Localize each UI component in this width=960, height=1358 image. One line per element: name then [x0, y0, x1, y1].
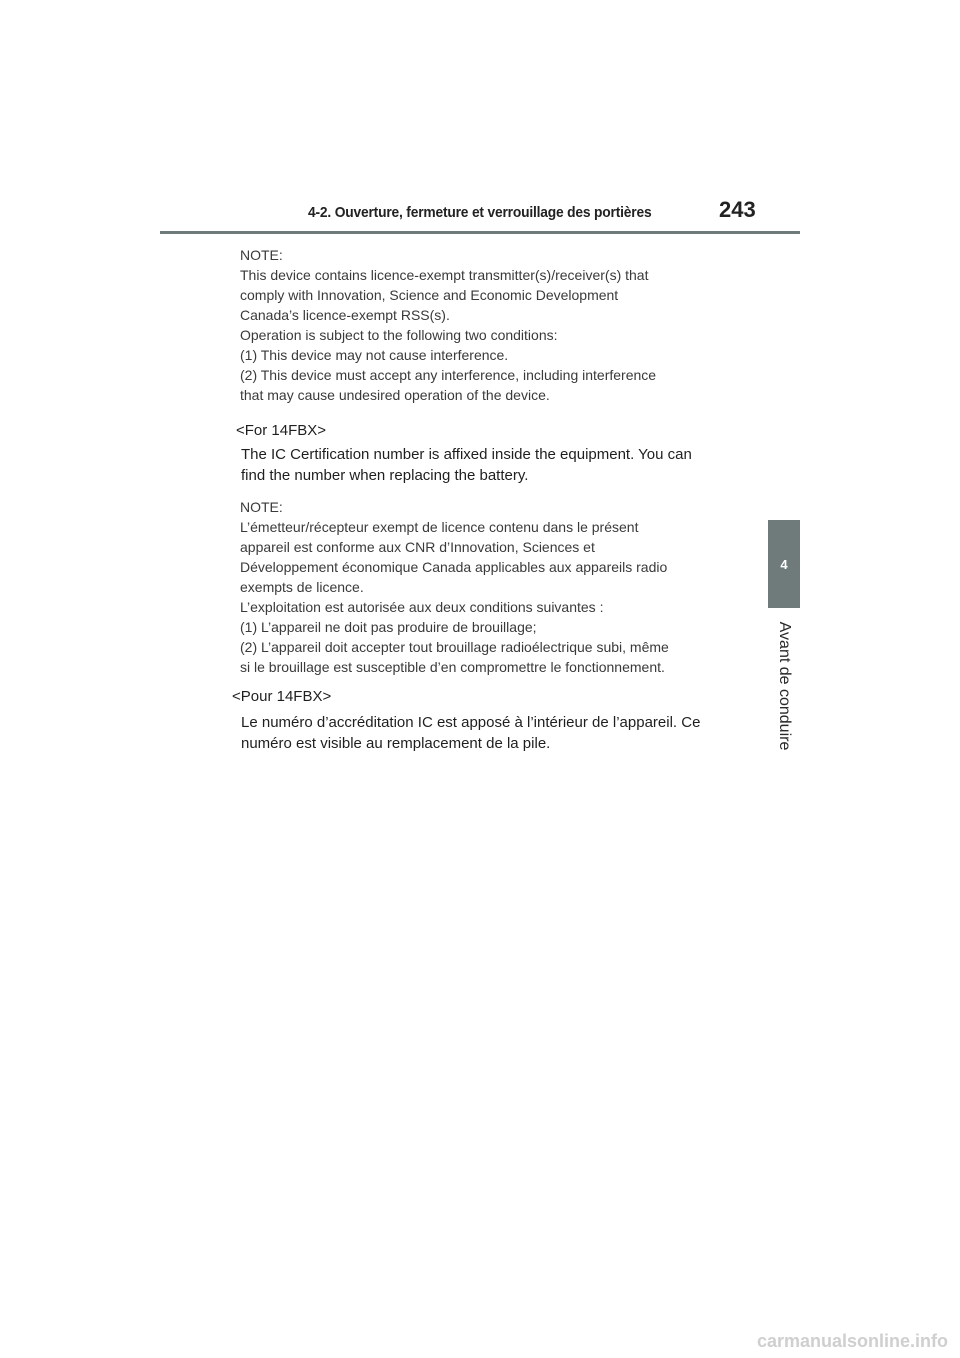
cert-line: numéro est visible au remplacement de la pile.	[241, 735, 551, 752]
model-label-english: <For 14FBX>	[236, 422, 327, 439]
cert-line: Le numéro d’accréditation IC est apposé à l’intérieur de l’appareil. Ce	[241, 714, 701, 731]
note-line: Canada’s licence-exempt RSS(s).	[240, 307, 450, 323]
note-line: si le brouillage est susceptible d’en compromettre le fonctionnement.	[240, 659, 665, 675]
note-line: Développement économique Canada applicables aux appareils radio	[240, 559, 668, 575]
watermark: carmanualsonline.info	[756, 1331, 948, 1351]
header-divider	[160, 231, 800, 234]
note-line: (1) This device may not cause interference.	[240, 347, 509, 363]
note-line: (2) This device must accept any interference, including interference	[240, 367, 657, 383]
french-certification-text	[241, 712, 731, 754]
note-line: (2) L’appareil doit accepter tout brouillage radioélectrique subi, même	[240, 639, 669, 655]
note-line: appareil est conforme aux CNR d’Innovation, Sciences et	[240, 539, 595, 555]
note-line: that may cause undesired operation of the device.	[240, 387, 550, 403]
cert-line: The IC Certification number is affixed inside the equipment. You can	[241, 446, 692, 463]
note-line: Operation is subject to the following two conditions:	[240, 327, 558, 343]
chapter-tab	[768, 520, 800, 608]
page-number: 243	[719, 197, 756, 222]
english-certification-text	[241, 444, 731, 486]
note-line: L’exploitation est autorisée aux deux conditions suivantes :	[240, 599, 604, 615]
note-line: NOTE:	[240, 499, 283, 515]
chapter-number: 4	[780, 556, 788, 572]
note-line: exempts de licence.	[240, 579, 364, 595]
note-line: (1) L’appareil ne doit pas produire de brouillage;	[240, 619, 537, 635]
chapter-title: Avant de conduire	[776, 621, 793, 751]
note-line: This device contains licence-exempt transmitter(s)/receiver(s) that	[240, 267, 649, 283]
note-line: comply with Innovation, Science and Economic Development	[240, 287, 619, 303]
cert-line: find the number when replacing the battery.	[241, 467, 529, 484]
note-line: L’émetteur/récepteur exempt de licence contenu dans le présent	[240, 519, 639, 535]
english-note	[240, 245, 730, 405]
french-note	[240, 497, 730, 677]
model-label-french: <Pour 14FBX>	[232, 688, 332, 705]
note-line: NOTE:	[240, 247, 283, 263]
section-title: 4-2. Ouverture, fermeture et verrouillage des portières	[308, 204, 652, 221]
